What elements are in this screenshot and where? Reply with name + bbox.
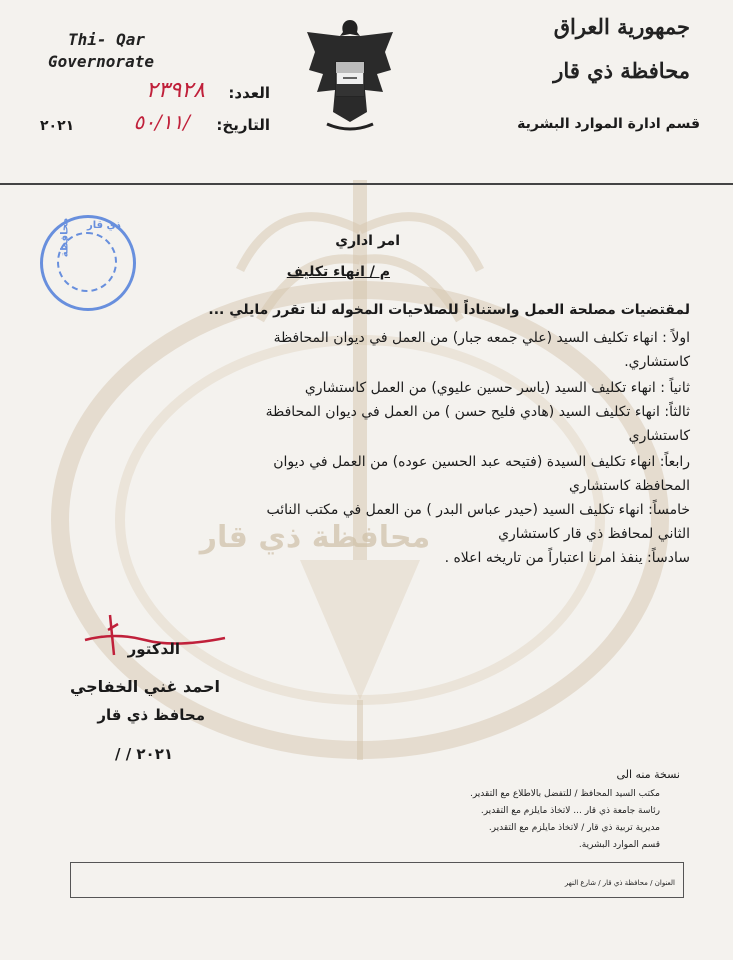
copies-item: رئاسة جامعة ذي قار ... لاتخاذ مايلزم مع التقدير. <box>480 806 660 816</box>
english-header-line-2: Governorate <box>48 52 154 71</box>
official-stamp <box>40 215 136 311</box>
governorate-title: محافظة ذي قار <box>553 58 690 83</box>
signature-date: / / ٢٠٢١ <box>115 745 174 763</box>
date-label: التاريخ: <box>216 116 270 134</box>
order-line: كاستشاري. <box>624 354 690 370</box>
stamp-text-top: محافظة <box>59 217 71 258</box>
header-divider <box>0 183 733 185</box>
footer-box <box>70 862 684 898</box>
order-line: كاستشاري <box>628 428 690 444</box>
signature-name: احمد غني الخفاجي <box>69 677 220 696</box>
copies-item: مكتب السيد المحافظ / للتفضل بالاطلاع مع التقدير. <box>469 789 660 799</box>
order-type: امر اداري <box>335 233 400 249</box>
order-line: رابعاً: انهاء تكليف السيدة (فتيحه عبد الحسين عوده) من العمل في ديوان <box>273 454 690 470</box>
date-value: ٥٠/١١/ <box>133 110 190 134</box>
department-title: قسم ادارة الموارد البشرية <box>517 116 700 132</box>
footer-address: العنوان / محافظة ذي قار / شارع النهر <box>564 879 675 887</box>
english-header-line-1: Thi- Qar <box>68 30 146 49</box>
watermark-text: محافظة ذي قار <box>199 520 431 555</box>
number-label: العدد: <box>228 84 270 102</box>
stamp-text-side: ذي قار <box>87 220 121 231</box>
order-line: سادساً: ينفذ امرنا اعتباراً من تاريخه اعلاه . <box>444 550 690 566</box>
order-line: المحافظة كاستشاري <box>568 478 690 494</box>
order-line: ثالثاً: انهاء تكليف السيد (هادي فليح حسن ) من العمل في ديوان المحافظة <box>265 404 690 420</box>
order-line: اولاً : انهاء تكليف السيد (علي جمعه جبار) من العمل في ديوان المحافظة <box>273 330 690 346</box>
order-line: ثانياً : انهاء تكليف السيد (ياسر حسين عليوي) من العمل كاستشاري <box>304 380 690 396</box>
order-subject: م / انهاء تكليف <box>286 264 390 280</box>
order-line: الثاني لمحافظ ذي قار كاستشاري <box>498 526 690 542</box>
copies-heading: نسخة منه الى <box>616 768 680 781</box>
signature-title: الدكتور <box>127 640 180 658</box>
iraq-eagle-emblem-icon <box>305 12 395 137</box>
order-line: خامساً: انهاء تكليف السيد (حيدر عباس البدر ) من العمل في مكتب النائب <box>266 502 690 518</box>
republic-title: جمهورية العراق <box>553 14 690 39</box>
copies-item: قسم الموارد البشرية. <box>578 840 660 850</box>
copies-item: مديرية تربية ذي قار / لاتخاذ مايلزم مع التقدير. <box>488 823 660 833</box>
signature-position: محافظ ذي قار <box>97 706 205 724</box>
order-intro: لمقتضيات مصلحة العمل واستناداً للصلاحيات المخوله لنا تقرر مايلي ... <box>208 302 690 318</box>
number-value: ٢٣٩٢٨ <box>145 78 205 103</box>
date-year: ٢٠٢١ <box>40 118 75 134</box>
